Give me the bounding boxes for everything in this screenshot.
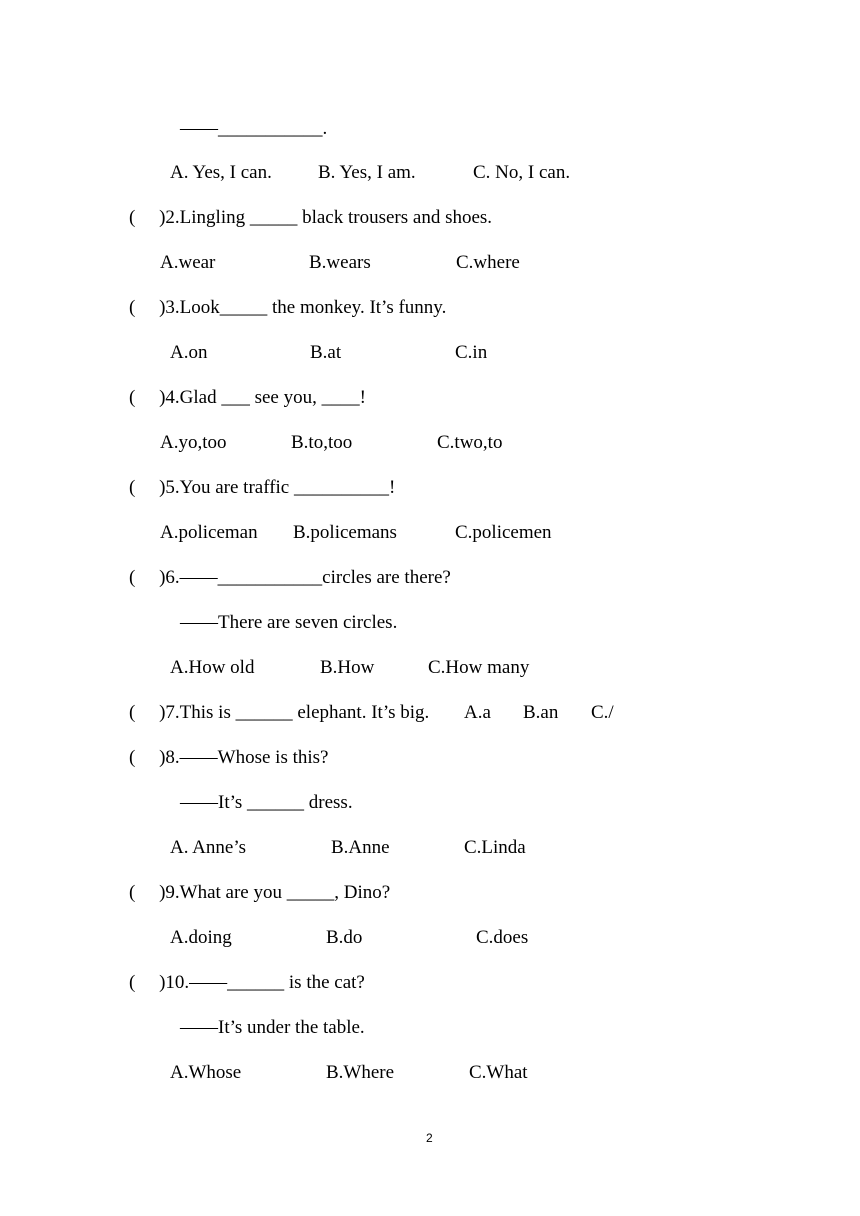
q9-option-a: A.doing: [170, 927, 232, 948]
q3-option-c: C.in: [455, 342, 488, 363]
q9-option-b: B.do: [326, 927, 363, 948]
q7-question: ( )7.This is ______ elephant. It’s big.: [129, 702, 430, 723]
q4-option-a: A.yo,too: [160, 432, 227, 453]
q10-question: ( )10.——______ is the cat?: [129, 972, 365, 993]
q1-answer-line: ——___________.: [180, 118, 328, 139]
q2-option-c: C.where: [456, 252, 520, 273]
q8-question: ( )8.——Whose is this?: [129, 747, 329, 768]
q8-reply: ——It’s ______ dress.: [180, 792, 353, 813]
q7-option-a: A.a: [464, 702, 491, 723]
q10-option-a: A.Whose: [170, 1062, 242, 1083]
q6-option-b: B.How: [320, 657, 375, 678]
q7-option-c: C./: [591, 702, 614, 723]
q2-option-a: A.wear: [160, 252, 216, 273]
q1-option-c: C. No, I can.: [473, 162, 571, 183]
q1-option-b: B. Yes, I am.: [318, 162, 416, 183]
q5-option-b: B.policemans: [293, 522, 397, 543]
q10-option-c: C.What: [469, 1062, 528, 1083]
q2-question: ( )2.Lingling _____ black trousers and shoes.: [129, 207, 493, 228]
q2-option-b: B.wears: [309, 252, 371, 273]
q1-option-a: A. Yes, I can.: [170, 162, 272, 183]
q9-option-c: C.does: [476, 927, 529, 948]
q5-question: ( )5.You are traffic __________!: [129, 477, 396, 498]
q4-option-c: C.two,to: [437, 432, 503, 453]
q6-question: ( )6.——___________circles are there?: [129, 567, 451, 588]
q10-reply: ——It’s under the table.: [180, 1017, 365, 1038]
q3-option-b: B.at: [310, 342, 342, 363]
q8-option-c: C.Linda: [464, 837, 526, 858]
q6-option-c: C.How many: [428, 657, 530, 678]
q4-question: ( )4.Glad ___ see you, ____!: [129, 387, 366, 408]
q10-option-b: B.Where: [326, 1062, 395, 1083]
q5-option-a: A.policeman: [160, 522, 258, 543]
q3-option-a: A.on: [170, 342, 208, 363]
q4-option-b: B.to,too: [291, 432, 353, 453]
q9-question: ( )9.What are you _____, Dino?: [129, 882, 391, 903]
q6-option-a: A.How old: [170, 657, 255, 678]
page-number: 2: [426, 1131, 433, 1145]
q5-option-c: C.policemen: [455, 522, 552, 543]
q3-question: ( )3.Look_____ the monkey. It’s funny.: [129, 297, 447, 318]
q8-option-a: A. Anne’s: [170, 837, 246, 858]
q8-option-b: B.Anne: [331, 837, 390, 858]
q6-reply: ——There are seven circles.: [180, 612, 398, 633]
q7-option-b: B.an: [523, 702, 559, 723]
